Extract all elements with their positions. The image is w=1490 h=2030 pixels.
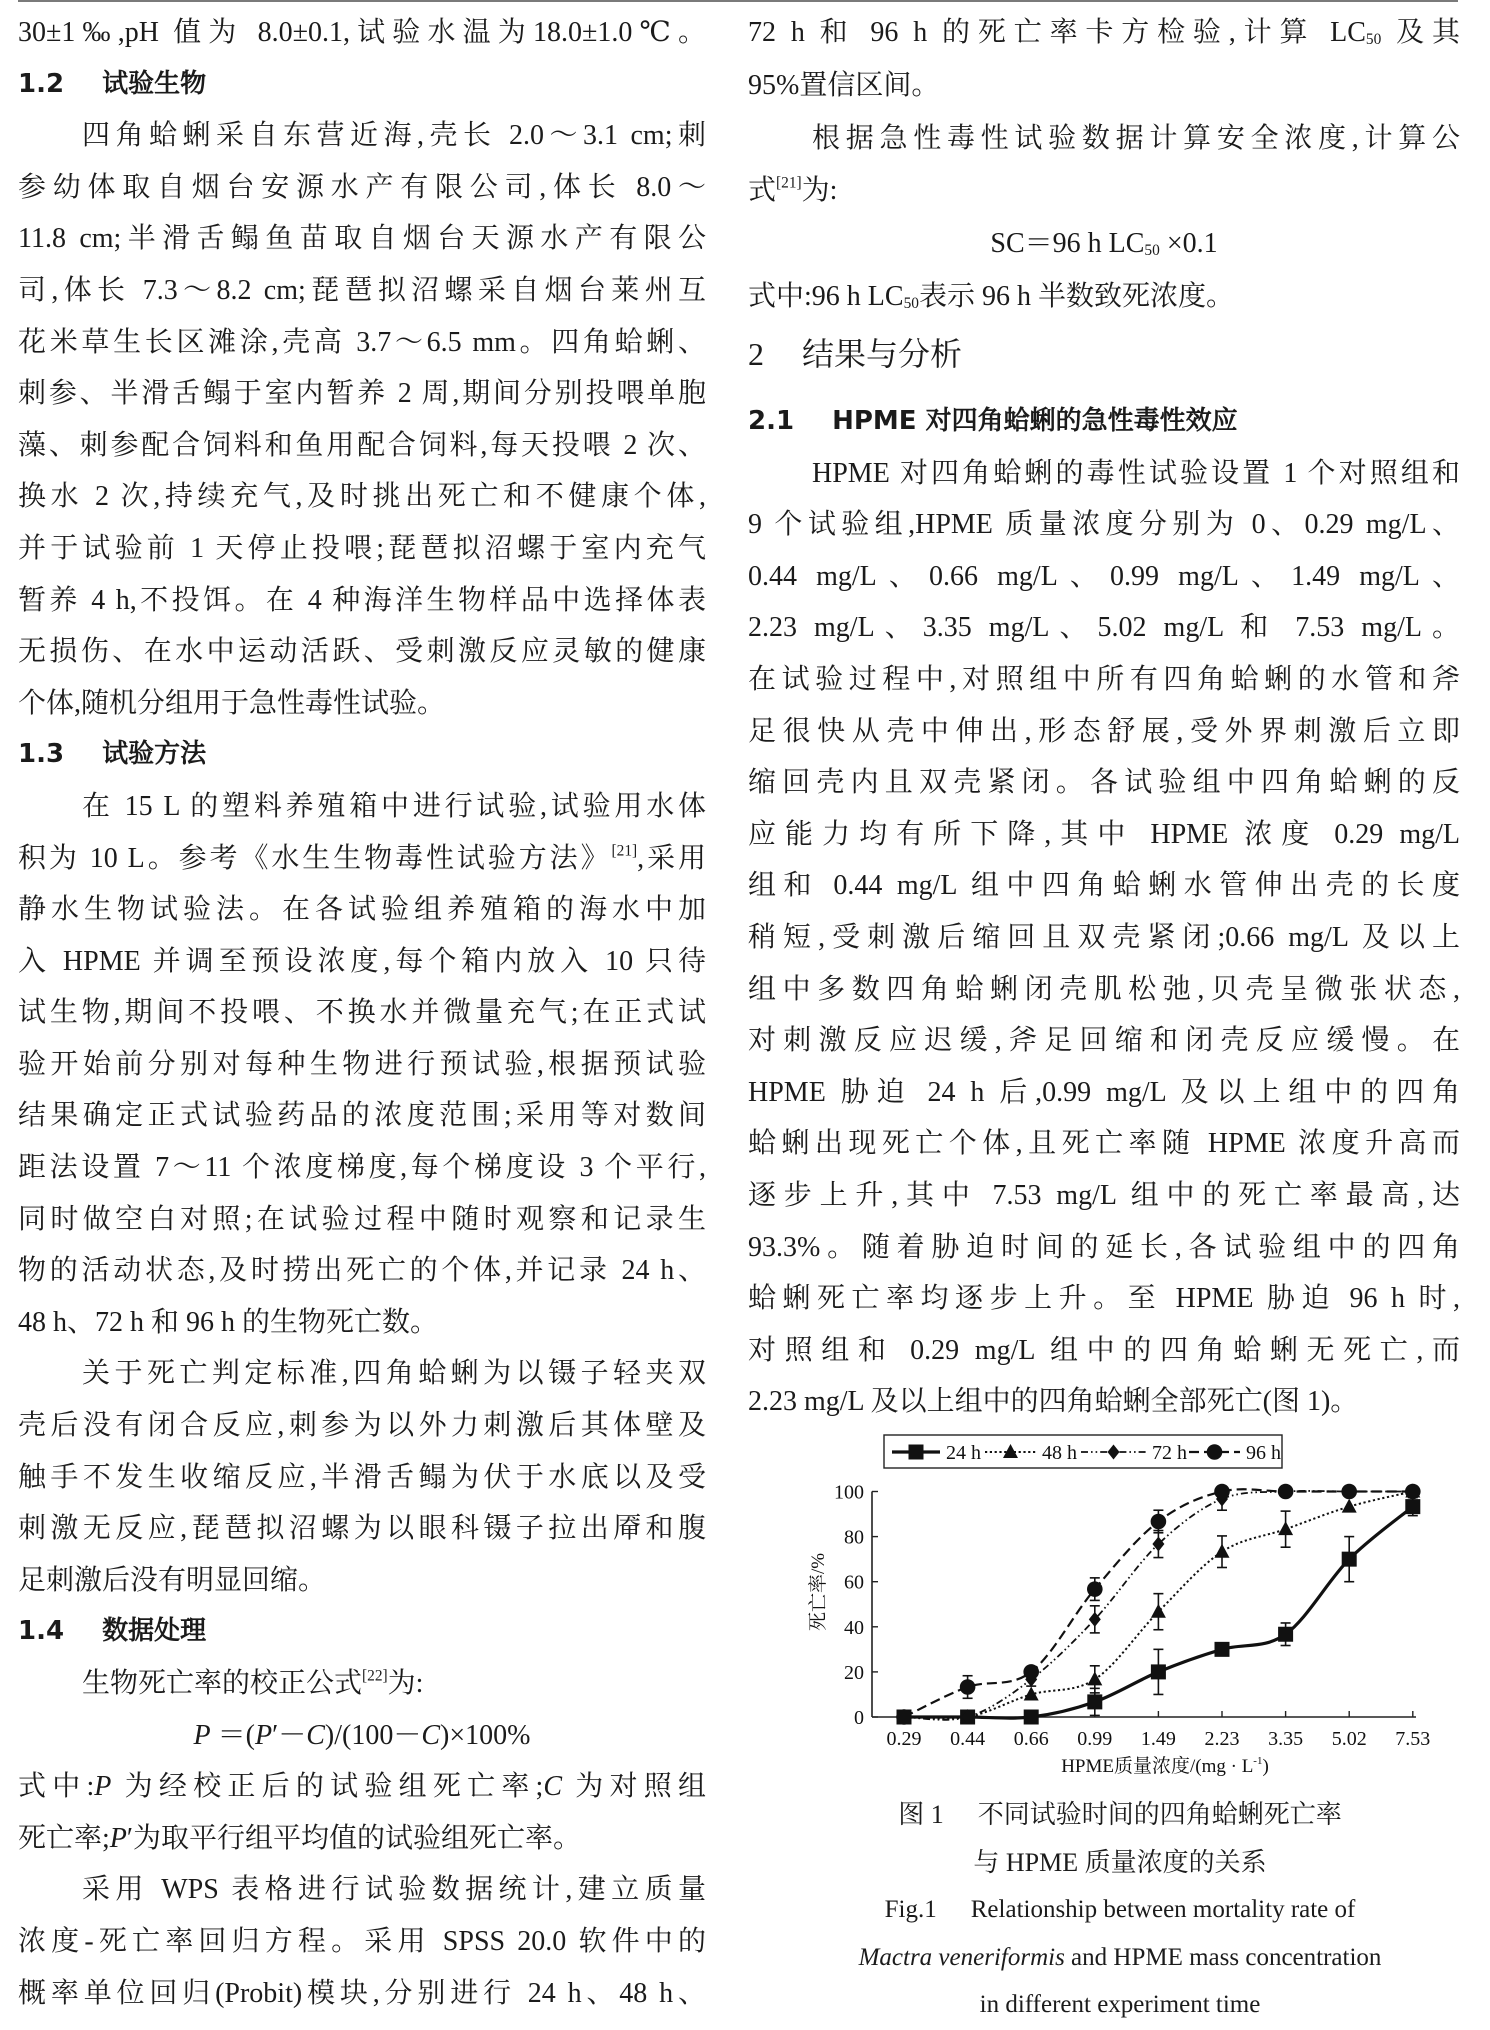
section-number: 1.4 bbox=[18, 1616, 65, 1647]
text-line bbox=[18, 1658, 706, 1710]
data-point-24h bbox=[1024, 1710, 1039, 1725]
left-column bbox=[18, 7, 706, 2019]
x-tick-label: 0.99 bbox=[1077, 1728, 1113, 1750]
text-segment: 采用 WPS 表格进行试验数据统计,建立质量 bbox=[82, 1874, 706, 1906]
caption-species-name: Mactra veneriformis bbox=[858, 1943, 1065, 1971]
figure-caption bbox=[810, 1791, 1430, 2029]
caption-en-label: Fig.1 bbox=[884, 1896, 937, 1923]
section-number: 1.3 bbox=[18, 739, 65, 770]
text-segment: )×100% bbox=[440, 1719, 531, 1751]
chart-legend bbox=[884, 1435, 1282, 1468]
text-line bbox=[748, 912, 1460, 964]
text-segment: 对照组和 0.29 mg/L 组中的四角蛤蜊无死亡,而 bbox=[748, 1334, 1460, 1366]
text-line bbox=[18, 1968, 706, 2020]
data-point-96h bbox=[1405, 1484, 1421, 1500]
text-segment: 个体,随机分组用于急性毒性试验。 bbox=[18, 687, 446, 719]
text-segment: 花米草生长区滩涂,壳高 3.7～6.5 mm。四角蛤蜊、 bbox=[18, 326, 706, 358]
y-tick-label: 20 bbox=[844, 1661, 864, 1684]
text-line bbox=[18, 110, 706, 162]
text-line bbox=[18, 1348, 706, 1400]
section-number: 2 bbox=[748, 336, 764, 372]
data-point-24h bbox=[1278, 1627, 1293, 1642]
math-variable: P bbox=[193, 1719, 211, 1751]
text-line bbox=[18, 1039, 706, 1091]
text-segment: 关于死亡判定标准,四角蛤蜊为以镊子轻夹双 bbox=[82, 1358, 706, 1390]
text-segment: 30±1‰,pH 值为 8.0±0.1,试验水温为18.0±1.0℃。 bbox=[18, 17, 706, 48]
text-line bbox=[748, 1118, 1460, 1170]
math-variable: C bbox=[421, 1719, 441, 1751]
text-segment: 根据急性毒性试验数据计算安全浓度,计算公 bbox=[812, 122, 1460, 154]
caption-en-text-2: and HPME mass concentration bbox=[1064, 1943, 1382, 1971]
text-segment: 在 15 L 的塑料养殖箱中进行试验,试验用水体 bbox=[82, 790, 706, 822]
text-segment: 结果与分析 bbox=[802, 336, 963, 372]
x-axis-title bbox=[1061, 1755, 1269, 1777]
text-line bbox=[18, 1245, 706, 1297]
text-line bbox=[18, 936, 706, 988]
legend-label: 48 h bbox=[1042, 1442, 1077, 1464]
data-point-96h bbox=[960, 1679, 976, 1695]
x-tick-label: 0.66 bbox=[1013, 1728, 1049, 1750]
section-heading bbox=[18, 1606, 706, 1658]
text-line bbox=[748, 7, 1460, 60]
legend-marker-square-icon bbox=[909, 1445, 924, 1460]
text-segment: 11.8 cm;半滑舌鳎鱼苗取自烟台天源水产有限公 bbox=[18, 223, 706, 255]
text-segment: HPME 胁迫 24 h 后,0.99 mg/L 及以上组中的四角 bbox=[748, 1076, 1460, 1108]
text-segment: 2.23 mg/L、3.35 mg/L、5.02 mg/L 和 7.53 mg/L。 bbox=[748, 612, 1460, 644]
text-line bbox=[18, 7, 706, 59]
text-line bbox=[748, 1376, 1460, 1428]
math-variable: P bbox=[109, 1822, 127, 1854]
text-segment: 48 h、72 h 和 96 h 的生物死亡数。 bbox=[18, 1306, 439, 1338]
legend-label: 96 h bbox=[1246, 1442, 1281, 1464]
section-2-heading bbox=[748, 329, 1460, 381]
text-segment: 95%置信区间。 bbox=[748, 69, 940, 101]
text-line bbox=[18, 1916, 706, 1968]
text-line bbox=[18, 1194, 706, 1246]
text-line bbox=[748, 706, 1460, 758]
text-segment: 逐步上升,其中 7.53 mg/L 组中的死亡率最高,达 bbox=[748, 1179, 1460, 1211]
caption-en-line-1 bbox=[810, 1886, 1430, 1934]
text-segment: 为经校正后的试验组死亡率; bbox=[111, 1771, 544, 1803]
text-segment: 蛤蜊出现死亡个体,且死亡率随 HPME 浓度升高而 bbox=[748, 1128, 1460, 1160]
text-line bbox=[18, 368, 706, 420]
text-line bbox=[18, 162, 706, 214]
text-line bbox=[18, 471, 706, 523]
legend-label: 24 h bbox=[946, 1442, 981, 1464]
text-segment: 验开始前分别对每种生物进行预试验,根据预试验 bbox=[18, 1048, 706, 1080]
text-segment: 应能力均有所下降,其中 HPME 浓度 0.29 mg/L bbox=[748, 818, 1460, 850]
text-segment: 式中: bbox=[18, 1771, 95, 1803]
text-segment: 数据处理 bbox=[102, 1616, 207, 1647]
text-segment: 组中多数四角蛤蜊闭壳肌松弛,贝壳呈微张状态, bbox=[748, 973, 1460, 1005]
text-segment: 9 个试验组,HPME 质量浓度分别为 0、0.29 mg/L、 bbox=[748, 509, 1460, 541]
text-segment: HPME 对四角蛤蜊的毒性试验设置 1 个对照组和 bbox=[812, 457, 1460, 489]
text-line bbox=[748, 60, 1460, 113]
text-segment: 触手不发生收缩反应,半滑舌鳎为伏于水底以及受 bbox=[18, 1461, 706, 1493]
section-heading bbox=[18, 59, 706, 111]
text-line bbox=[18, 884, 706, 936]
citation-superscript: [21] bbox=[776, 174, 802, 192]
text-segment: 式中:96 h LC bbox=[748, 280, 904, 312]
text-line bbox=[18, 833, 706, 885]
math-variable: P bbox=[254, 1719, 273, 1751]
text-segment: 为: bbox=[801, 175, 838, 207]
text-line bbox=[18, 575, 706, 627]
text-segment: 为对照组 bbox=[562, 1771, 706, 1803]
math-variable: C bbox=[306, 1719, 325, 1751]
section-heading bbox=[748, 396, 1460, 448]
data-point-96h bbox=[1087, 1581, 1103, 1597]
data-point-24h bbox=[1151, 1664, 1166, 1679]
text-line bbox=[18, 1555, 706, 1607]
y-tick-label: 40 bbox=[844, 1616, 864, 1639]
text-segment: 刺参、半滑舌鳎于室内暂养 2 周,期间分别投喂单胞 bbox=[18, 378, 706, 410]
section-number: 2.1 bbox=[748, 406, 795, 436]
text-line bbox=[18, 1503, 706, 1555]
x-tick-label: 7.53 bbox=[1395, 1728, 1431, 1750]
text-segment: 概率单位回归(Probit)模块,分别进行 24 h、48 h、 bbox=[18, 1977, 706, 2009]
data-point-96h bbox=[1214, 1484, 1230, 1500]
caption-en-line-2 bbox=[810, 1934, 1430, 1982]
text-segment: 表示 96 h 半数致死浓度。 bbox=[918, 280, 1234, 312]
x-axis-title-superscript: -1 bbox=[1253, 1755, 1263, 1767]
data-point-96h bbox=[1023, 1664, 1039, 1680]
text-segment: 稍短,受刺激后缩回且双壳紧闭;0.66 mg/L 及以上 bbox=[748, 921, 1460, 953]
text-segment: 同时做空白对照;在试验过程中随时观察和记录生 bbox=[18, 1203, 706, 1235]
text-line bbox=[748, 860, 1460, 912]
caption-cn-line-1 bbox=[810, 1791, 1430, 1839]
text-line bbox=[18, 420, 706, 472]
subscript: 50 bbox=[903, 295, 919, 313]
data-point-48h bbox=[1278, 1521, 1293, 1535]
text-segment: 试验生物 bbox=[102, 68, 207, 99]
text-segment: 为: bbox=[387, 1668, 424, 1699]
x-tick-label: 2.23 bbox=[1204, 1728, 1240, 1750]
text-line bbox=[748, 1067, 1460, 1119]
text-segment: )/(100－ bbox=[324, 1719, 422, 1751]
text-segment: 壳后没有闭合反应,刺参为以外力刺激后其体壁及 bbox=[18, 1410, 706, 1442]
text-line bbox=[18, 1090, 706, 1142]
x-tick-label: 5.02 bbox=[1331, 1728, 1367, 1750]
text-segment: SC＝96 h LC bbox=[990, 228, 1145, 260]
data-point-96h bbox=[1278, 1484, 1294, 1500]
section-heading bbox=[748, 329, 1460, 381]
math-variable: P bbox=[94, 1771, 112, 1803]
text-segment: 0.44 mg/L、0.66 mg/L、0.99 mg/L、1.49 mg/L、 bbox=[748, 560, 1460, 592]
citation-superscript: [21] bbox=[611, 841, 638, 859]
text-segment: 在试验过程中,对照组中所有四角蛤蜊的水管和斧 bbox=[748, 663, 1460, 695]
data-point-24h bbox=[1087, 1694, 1102, 1709]
text-segment: 物的活动状态,及时捞出死亡的个体,并记录 24 h、 bbox=[18, 1255, 706, 1287]
text-line bbox=[18, 1864, 706, 1916]
text-segment: 蛤蜊死亡率均逐步上升。至 HPME 胁迫 96 h 时, bbox=[748, 1283, 1460, 1315]
text-line bbox=[18, 781, 706, 833]
text-segment: 并于试验前 1 天停止投喂;琵琶拟沼螺于室内充气 bbox=[18, 532, 706, 564]
formula-line bbox=[748, 218, 1460, 271]
text-segment: 试生物,期间不投喂、不换水并微量充气;在正式试 bbox=[18, 997, 706, 1029]
caption-cn-text-2: 与 HPME 质量浓度的关系 bbox=[973, 1847, 1267, 1877]
text-segment: 积为 10 L。参考《水生生物毒性试验方法》 bbox=[18, 842, 612, 874]
y-tick-label: 60 bbox=[844, 1571, 864, 1594]
text-segment: 72 h 和 96 h 的死亡率卡方检验,计算 LC bbox=[748, 17, 1366, 48]
text-segment: 93.3%。随着胁迫时间的延长,各试验组中的四角 bbox=[748, 1231, 1460, 1263]
text-line bbox=[748, 809, 1460, 861]
text-segment: 司,体长 7.3～8.2 cm;琵琶拟沼螺采自烟台莱州互 bbox=[18, 274, 706, 306]
text-line bbox=[748, 1015, 1460, 1067]
y-tick-label: 100 bbox=[834, 1481, 864, 1504]
text-segment: 足刺激后没有明显回缩。 bbox=[18, 1564, 327, 1596]
text-line bbox=[18, 626, 706, 678]
math-variable: C bbox=[543, 1771, 563, 1803]
data-point-24h bbox=[1215, 1642, 1230, 1657]
text-segment: ×0.1 bbox=[1159, 228, 1218, 260]
data-point-96h bbox=[1151, 1514, 1167, 1530]
citation-superscript: [22] bbox=[362, 1667, 388, 1685]
text-segment: 式 bbox=[748, 175, 777, 207]
x-axis-title-main: HPME质量浓度/(mg · L bbox=[1061, 1756, 1254, 1777]
x-tick-label: 0.29 bbox=[886, 1728, 922, 1750]
y-tick-label: 0 bbox=[854, 1707, 864, 1729]
text-line bbox=[748, 757, 1460, 809]
text-line bbox=[18, 1761, 706, 1813]
data-point-24h bbox=[1342, 1552, 1357, 1567]
text-segment: 缩回壳内且双壳紧闭。各试验组中四角蛤蜊的反 bbox=[748, 767, 1460, 799]
text-line bbox=[748, 1273, 1460, 1325]
text-line bbox=[18, 1297, 706, 1349]
subscript: 50 bbox=[1365, 31, 1382, 49]
text-line bbox=[18, 1400, 706, 1452]
text-line bbox=[748, 1222, 1460, 1274]
text-segment: 对刺激反应迟缓,斧足回缩和闭壳反应缓慢。在 bbox=[748, 1025, 1460, 1057]
caption-cn-line-2 bbox=[810, 1839, 1430, 1887]
text-line bbox=[748, 499, 1460, 551]
formula-line bbox=[18, 1710, 706, 1762]
text-segment: 死亡率; bbox=[18, 1822, 110, 1854]
text-segment: 四角蛤蜊采自东营近海,壳长 2.0～3.1 cm;刺 bbox=[82, 120, 706, 152]
text-segment: 参幼体取自烟台安源水产有限公司,体长 8.0～ bbox=[18, 171, 706, 203]
y-axis-title: 死亡率/% bbox=[808, 1552, 829, 1632]
y-tick-label: 80 bbox=[844, 1526, 864, 1549]
subscript: 50 bbox=[1144, 242, 1160, 260]
text-segment: 组和 0.44 mg/L 组中四角蛤蜊水管伸出壳的长度 bbox=[748, 870, 1460, 902]
caption-en-text-1: Relationship between mortality rate of bbox=[970, 1896, 1356, 1923]
section-number: 1.2 bbox=[18, 68, 65, 99]
text-line bbox=[748, 1325, 1460, 1377]
data-point-24h bbox=[1405, 1499, 1420, 1514]
text-segment: 换水 2 次,持续充气,及时挑出死亡和不健康个体, bbox=[18, 481, 706, 513]
text-line bbox=[18, 987, 706, 1039]
data-point-96h bbox=[896, 1709, 912, 1725]
x-tick-label: 0.44 bbox=[950, 1728, 986, 1750]
text-line bbox=[748, 448, 1460, 500]
data-point-96h bbox=[1341, 1484, 1357, 1500]
text-line bbox=[18, 523, 706, 575]
text-line bbox=[748, 654, 1460, 706]
text-segment: 2.23 mg/L 及以上组中的四角蛤蜊全部死亡(图 1)。 bbox=[748, 1386, 1359, 1418]
data-point-48h bbox=[1215, 1544, 1230, 1558]
caption-en-text-3: in different experiment time bbox=[979, 1991, 1261, 2018]
text-line bbox=[748, 165, 1460, 218]
caption-cn-text-1: 不同试验时间的四角蛤蜊死亡率 bbox=[977, 1800, 1342, 1829]
legend-label: 72 h bbox=[1152, 1442, 1187, 1464]
text-segment: 结果确定正式试验药品的浓度范围;采用等对数间 bbox=[18, 1100, 706, 1132]
x-tick-label: 1.49 bbox=[1140, 1728, 1176, 1750]
section-heading bbox=[18, 729, 706, 781]
text-segment: 及其 bbox=[1381, 17, 1460, 48]
methods-continued bbox=[748, 7, 1460, 324]
caption-cn-label: 图 1 bbox=[898, 1800, 944, 1829]
text-line bbox=[18, 678, 706, 730]
text-line bbox=[748, 113, 1460, 166]
caption-en-line-3 bbox=[810, 1981, 1430, 2029]
text-line bbox=[18, 317, 706, 369]
text-line bbox=[18, 265, 706, 317]
text-segment: 刺激无反应,琵琶拟沼螺为以眼科镊子拉出厣和腹 bbox=[18, 1513, 706, 1545]
text-line bbox=[748, 271, 1460, 324]
text-segment: 足很快从壳中伸出,形态舒展,受外界刺激后立即 bbox=[748, 715, 1460, 747]
text-line bbox=[748, 602, 1460, 654]
text-segment: 距法设置 7～11 个浓度梯度,每个梯度设 3 个平行, bbox=[18, 1152, 706, 1184]
x-tick-label: 3.35 bbox=[1268, 1728, 1304, 1750]
text-line bbox=[18, 213, 706, 265]
text-segment: 暂养 4 h,不投饵。在 4 种海洋生物样品中选择体表 bbox=[18, 584, 706, 616]
text-line bbox=[748, 551, 1460, 603]
right-column bbox=[748, 0, 1460, 1430]
text-segment: 静水生物试验法。在各试验组养殖箱的海水中加 bbox=[18, 894, 706, 926]
text-line bbox=[18, 1142, 706, 1194]
text-segment: ′为取平行组平均值的试验组死亡率。 bbox=[126, 1822, 582, 1854]
text-segment: ,采用 bbox=[637, 842, 706, 874]
text-line bbox=[748, 1170, 1460, 1222]
text-segment: 浓度-死亡率回归方程。采用 SPSS 20.0 软件中的 bbox=[18, 1925, 706, 1957]
left-column-text bbox=[18, 7, 706, 2019]
figure-1-chart bbox=[780, 1425, 1460, 1780]
text-segment: 入 HPME 并调至预设浓度,每个箱内放入 10 只待 bbox=[18, 945, 706, 977]
text-segment: ＝( bbox=[210, 1719, 255, 1751]
text-line bbox=[18, 1813, 706, 1865]
section-2-1 bbox=[748, 396, 1460, 1428]
text-segment: 试验方法 bbox=[102, 739, 207, 770]
x-axis-title-end: ) bbox=[1262, 1756, 1269, 1777]
legend-marker-circle-icon bbox=[1207, 1444, 1223, 1460]
data-point-48h bbox=[1087, 1671, 1102, 1685]
text-segment: 藻、刺参配合饲料和鱼用配合饲料,每天投喂 2 次、 bbox=[18, 429, 706, 461]
text-segment: HPME 对四角蛤蜊的急性毒性效应 bbox=[832, 406, 1238, 436]
text-segment: 无损伤、在水中运动活跃、受刺激反应灵敏的健康 bbox=[18, 636, 706, 668]
text-segment: 生物死亡率的校正公式 bbox=[82, 1668, 363, 1699]
text-line bbox=[748, 964, 1460, 1016]
text-segment: ′－ bbox=[272, 1719, 307, 1751]
text-line bbox=[18, 1452, 706, 1504]
